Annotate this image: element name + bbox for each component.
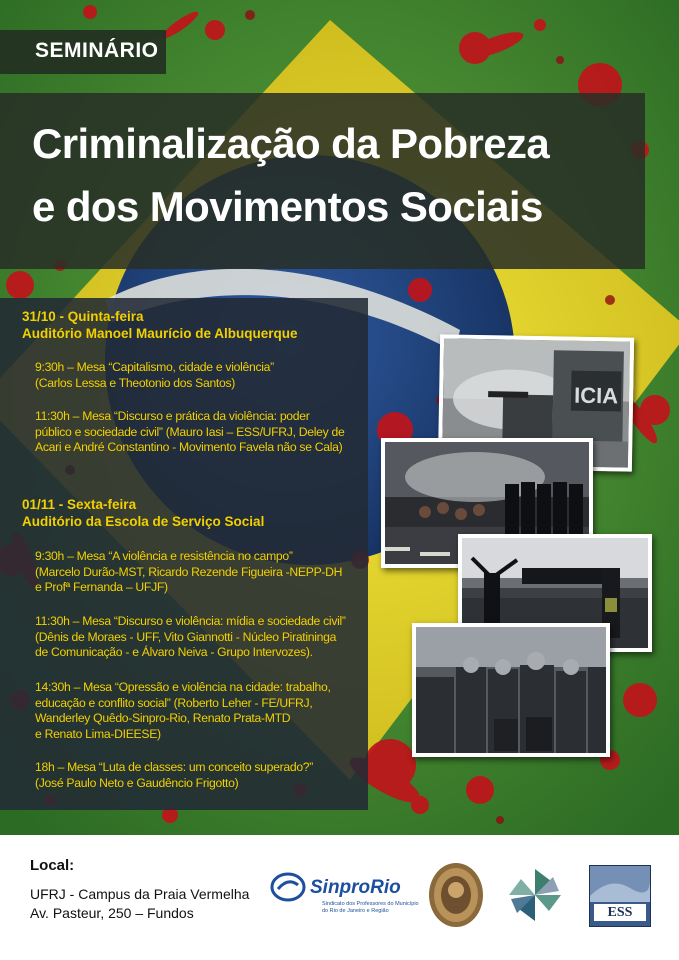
seminar-tag-label: SEMINÁRIO xyxy=(35,39,159,62)
day-2-date: 01/11 - Sexta-feira xyxy=(22,497,137,512)
session-line: (Carlos Lessa e Theotonio dos Santos) xyxy=(35,375,236,390)
location-line-2: Av. Pasteur, 250 – Fundos xyxy=(30,905,194,921)
ess-logo-text: ESS xyxy=(594,904,646,921)
session-line: de Comunicação - e Álvaro Neiva - Grupo Intervozes). xyxy=(35,645,313,659)
session-line: 9:30h – Mesa “Capitalismo, cidade e violência” xyxy=(35,360,274,374)
title-line-2: e dos Movimentos Sociais xyxy=(32,183,543,230)
session-line: Acari e André Constantino - Movimento Favela não se Cala) xyxy=(35,440,343,454)
session-line: público e sociedade civil” (Mauro Iasi – ESS/UFRJ, Deley de xyxy=(35,424,345,439)
ess-logo xyxy=(589,865,651,927)
session-line: educação e conflito social” (Roberto Leher - FE/UFRJ, xyxy=(35,695,313,710)
sinpro-logo-name: SinproRio xyxy=(310,877,401,898)
day-2-heading xyxy=(22,496,264,530)
location-line-1: UFRJ - Campus da Praia Vermelha xyxy=(30,886,250,902)
day-1-venue: Auditório Manoel Maurício de Albuquerque xyxy=(22,326,298,341)
title-line-1: Criminalização da Pobreza xyxy=(32,120,550,167)
session-line: 11:30h – Mesa “Discurso e prática da violência: poder xyxy=(35,409,310,423)
location-label: Local: xyxy=(30,857,75,874)
session-item xyxy=(35,549,360,596)
sinpro-sub-line: do Rio de Janeiro e Região xyxy=(322,907,389,914)
pinwheel-logo-icon xyxy=(507,867,563,923)
session-item xyxy=(35,680,360,742)
session-item xyxy=(35,360,360,391)
session-line: 11:30h – Mesa “Discurso e violência: mídia e sociedade civil” xyxy=(35,614,346,628)
session-line: e Renato Lima-DIEESE) xyxy=(35,726,161,741)
session-line: (José Paulo Neto e Gaudêncio Frigotto) xyxy=(35,775,239,790)
day-1-heading xyxy=(22,308,298,342)
photo-text: ICIA xyxy=(573,382,619,409)
session-line: (Marcelo Durão-MST, Ricardo Rezende Figueira -NEPP-DH xyxy=(35,564,343,579)
session-line: (Dênis de Moraes - UFF, Vito Giannotti - Núcleo Piratininga xyxy=(35,629,337,644)
sinpro-logo-icon xyxy=(270,871,306,903)
sinpro-logo-subtitle xyxy=(322,901,419,914)
day-2-venue: Auditório da Escola de Serviço Social xyxy=(22,514,265,529)
seminar-tag xyxy=(0,30,166,74)
photo-police-line xyxy=(412,623,610,757)
ufrj-seal-icon xyxy=(428,862,484,928)
session-line: e Profª Fernanda – UFJF) xyxy=(35,580,168,594)
session-line: Wanderley Quêdo-Sinpro-Rio, Renato Prata-MTD xyxy=(35,711,291,725)
sinpro-sub-line: Sindicato dos Professores do Município xyxy=(322,901,419,907)
session-item xyxy=(35,614,360,661)
day-1-date: 31/10 - Quinta-feira xyxy=(22,309,144,324)
session-line: 9:30h – Mesa “A violência e resistência no campo” xyxy=(35,549,293,563)
session-line: 18h – Mesa “Luta de classes: um conceito superado?” xyxy=(35,760,314,774)
session-item xyxy=(35,409,360,456)
session-item xyxy=(35,760,360,791)
session-line: 14:30h – Mesa “Opressão e violência na cidade: trabalho, xyxy=(35,680,331,694)
